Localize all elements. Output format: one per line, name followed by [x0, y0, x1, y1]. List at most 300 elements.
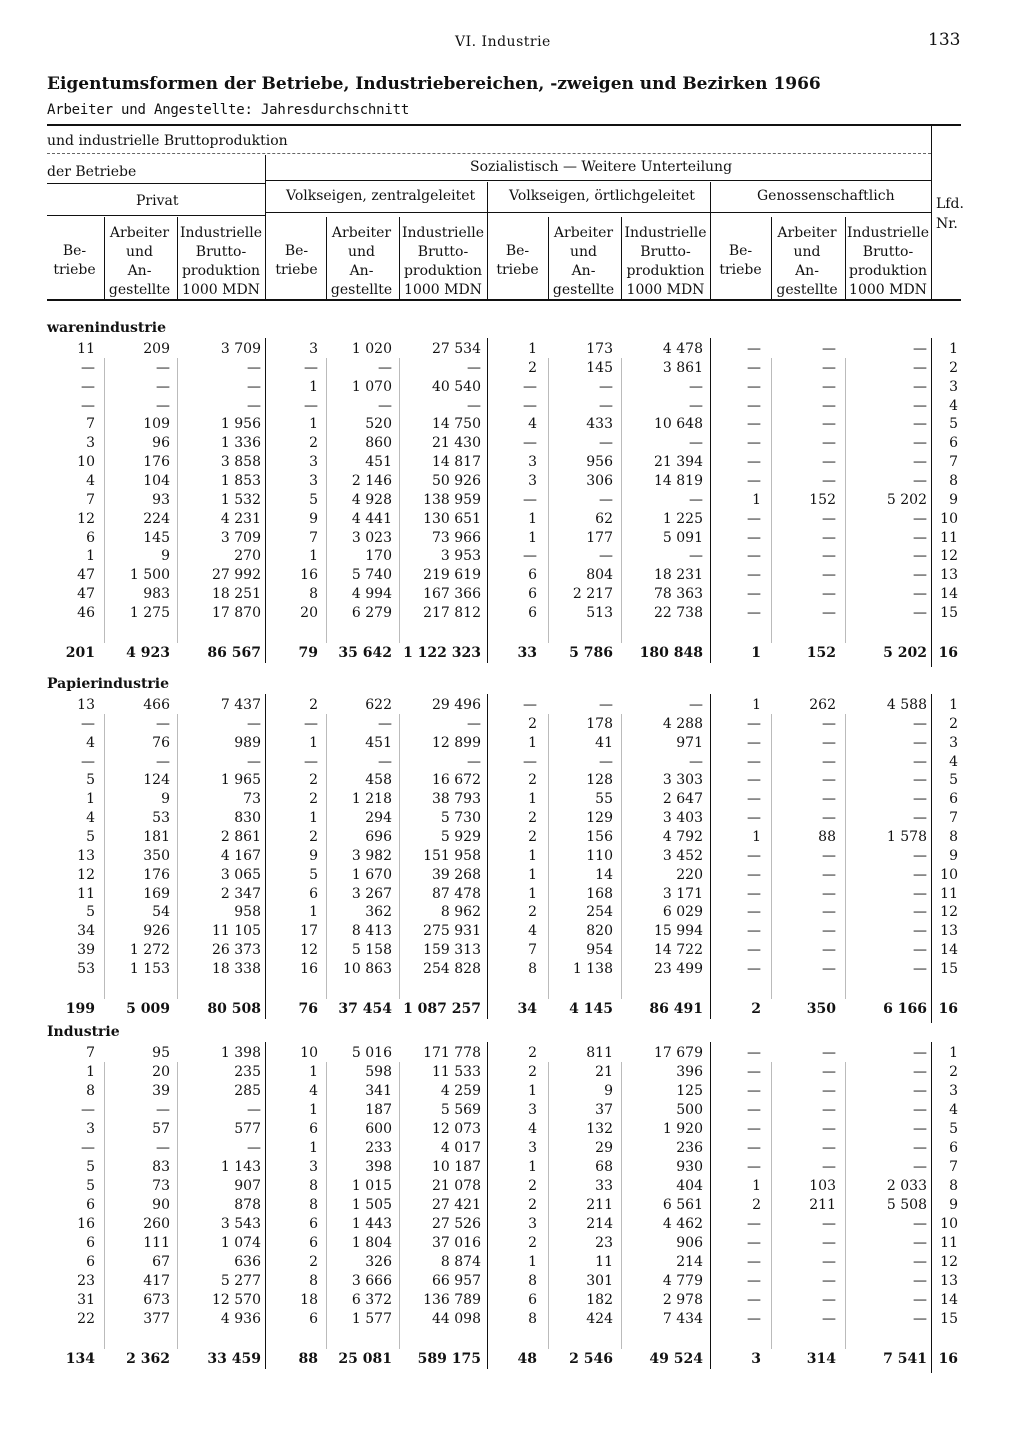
table-cell: 930	[676, 1159, 703, 1175]
table-cell: 4	[528, 1121, 537, 1137]
column-header-line: triebe	[719, 262, 762, 278]
column-header-line: Brutto-	[417, 244, 469, 260]
total-cell: 33	[517, 644, 537, 661]
row-number: 1	[949, 1045, 958, 1061]
table-cell: —	[913, 1045, 927, 1061]
total-cell: 350	[806, 1000, 836, 1017]
row-number: 14	[940, 942, 958, 959]
row-number: 13	[940, 567, 958, 584]
section-column-rule	[710, 1042, 711, 1369]
table-cell: —	[747, 715, 761, 732]
table-cell: —	[81, 715, 95, 732]
table-cell: —	[378, 753, 392, 770]
table-cell: 301	[586, 1273, 613, 1289]
section-light-rule	[621, 714, 622, 999]
total-cell: 80 508	[207, 1000, 261, 1017]
section-light-rule	[845, 714, 846, 999]
table-cell: —	[81, 359, 95, 376]
total-cell: 33 459	[207, 1351, 261, 1367]
table-cell: 12	[300, 942, 318, 959]
table-cell: —	[747, 529, 761, 546]
table-cell: —	[913, 772, 927, 789]
table-cell: —	[822, 454, 836, 471]
table-cell: 1	[528, 341, 537, 357]
table-cell: 3 065	[220, 866, 261, 883]
row-number: 16	[938, 1000, 958, 1017]
table-cell: 177	[586, 529, 613, 546]
table-cell: 50 926	[432, 472, 481, 489]
table-cell: —	[913, 341, 927, 357]
section-light-rule	[845, 358, 846, 643]
table-cell: 2	[309, 772, 318, 789]
section-light-rule	[548, 714, 549, 999]
header-lfd: Lfd.	[936, 196, 964, 212]
table-cell: 5 569	[440, 1102, 481, 1118]
table-cell: —	[247, 753, 261, 770]
section-light-rule	[548, 1062, 549, 1349]
column-header	[845, 224, 931, 300]
table-cell: —	[913, 1159, 927, 1175]
table-cell: 3 452	[662, 847, 703, 864]
table-cell: —	[467, 715, 481, 732]
row-number: 3	[949, 734, 958, 751]
table-cell: 989	[234, 734, 261, 751]
table-cell: 11 533	[432, 1064, 481, 1080]
column-header-line: und	[570, 244, 597, 260]
table-cell: 500	[676, 1102, 703, 1118]
table-cell: 12 570	[212, 1292, 261, 1308]
table-cell: —	[523, 378, 537, 395]
table-cell: 37	[595, 1102, 613, 1118]
column-header-line: Industrielle	[179, 225, 263, 241]
table-cell: 513	[586, 604, 613, 621]
section-column-rule	[710, 338, 711, 663]
table-cell: —	[822, 1064, 836, 1080]
table-cell: 26 373	[212, 942, 261, 959]
table-cell: —	[822, 359, 836, 376]
table-cell: 2	[309, 791, 318, 808]
table-subtitle: Arbeiter und Angestellte: Jahresdurchschnitt	[47, 102, 410, 118]
table-cell: 167 366	[423, 586, 481, 603]
table-cell: —	[822, 1235, 836, 1251]
row-number: 13	[940, 923, 958, 940]
table-cell: 11	[77, 885, 95, 902]
table-cell: 10 648	[654, 416, 703, 433]
row-number: 11	[940, 529, 958, 546]
table-cell: 1	[528, 1254, 537, 1270]
table-cell: —	[822, 810, 836, 827]
table-cell: 211	[586, 1197, 613, 1213]
table-cell: —	[747, 1159, 761, 1175]
table-cell: 1	[309, 416, 318, 433]
header-vo: Volkseigen, örtlichgeleitet	[509, 188, 695, 204]
table-cell: 95	[152, 1045, 170, 1061]
table-cell: 12	[77, 510, 95, 527]
table-cell: —	[747, 1064, 761, 1080]
table-cell: 1 804	[351, 1235, 392, 1251]
table-cell: 622	[365, 697, 392, 713]
column-header	[177, 224, 265, 300]
table-cell: 13	[77, 697, 95, 713]
table-cell: 6 279	[351, 604, 392, 621]
column-header-line: produktion	[403, 263, 483, 279]
table-cell: 7	[86, 1045, 95, 1061]
table-cell: 3	[309, 341, 318, 357]
table-cell: 3 543	[220, 1216, 261, 1232]
column-header	[548, 224, 619, 300]
table-cell: 341	[365, 1083, 392, 1099]
table-cell: 8	[309, 1273, 318, 1289]
section-column-rule	[265, 338, 266, 663]
table-cell: 14 819	[654, 472, 703, 489]
table-cell: —	[747, 791, 761, 808]
table-cell: 2	[528, 772, 537, 789]
table-cell: 44 098	[432, 1311, 481, 1327]
header-sozialistisch: Sozialistisch — Weitere Unterteilung	[470, 159, 733, 175]
table-cell: 27 526	[432, 1216, 481, 1232]
total-cell: 2 362	[126, 1351, 170, 1367]
table-cell: —	[913, 1311, 927, 1327]
table-cell: —	[913, 791, 927, 808]
table-cell: 14 722	[654, 942, 703, 959]
column-header-line: triebe	[53, 262, 96, 278]
header-rule-sub	[265, 212, 931, 213]
table-cell: 958	[234, 904, 261, 921]
table-cell: —	[747, 734, 761, 751]
table-cell: 830	[234, 810, 261, 827]
table-cell: 6 029	[662, 904, 703, 921]
table-cell: 2	[309, 697, 318, 713]
table-cell: —	[913, 942, 927, 959]
table-cell: 103	[809, 1178, 836, 1194]
total-cell: 4 923	[126, 644, 170, 661]
table-cell: 10 863	[343, 960, 392, 977]
table-cell: 4	[86, 810, 95, 827]
row-number: 8	[949, 1178, 958, 1194]
table-cell: —	[378, 715, 392, 732]
table-cell: —	[913, 866, 927, 883]
table-cell: 11	[77, 341, 95, 357]
table-cell: 362	[365, 904, 392, 921]
row-number: 4	[949, 397, 958, 414]
table-cell: 3 709	[220, 341, 261, 357]
table-cell: 171 778	[423, 1045, 481, 1061]
table-cell: —	[747, 435, 761, 452]
table-cell: 9	[161, 791, 170, 808]
row-number: 1	[949, 697, 958, 713]
column-header-line: Be-	[62, 243, 87, 259]
table-cell: 6	[86, 1254, 95, 1270]
total-cell: 5 009	[126, 1000, 170, 1017]
section-light-rule	[177, 1062, 178, 1349]
table-cell: —	[913, 1064, 927, 1080]
table-cell: —	[913, 753, 927, 770]
table-cell: —	[747, 1235, 761, 1251]
table-cell: —	[822, 1159, 836, 1175]
table-cell: —	[747, 510, 761, 527]
section-title: warenindustrie	[47, 320, 166, 336]
table-cell: —	[747, 753, 761, 770]
table-cell: 577	[234, 1121, 261, 1137]
table-cell: 5	[86, 1159, 95, 1175]
column-header-line: gestellte	[776, 282, 838, 298]
table-cell: 3	[309, 1159, 318, 1175]
table-cell: 2 347	[220, 885, 261, 902]
table-cell: —	[822, 1121, 836, 1137]
table-cell: —	[747, 810, 761, 827]
column-header-line: Be-	[728, 243, 753, 259]
section-light-rule	[399, 714, 400, 999]
table-cell: 6 561	[662, 1197, 703, 1213]
table-cell: 2	[528, 904, 537, 921]
total-cell: 134	[65, 1351, 95, 1367]
table-cell: —	[913, 734, 927, 751]
table-cell: 275 931	[423, 923, 481, 940]
table-cell: 2 647	[662, 791, 703, 808]
table-cell: 16 672	[432, 772, 481, 789]
total-cell: 6 166	[883, 1000, 927, 1017]
table-cell: 224	[143, 510, 170, 527]
table-cell: 21 430	[432, 435, 481, 452]
column-header-line: gestellte	[108, 282, 171, 298]
table-cell: —	[913, 1235, 927, 1251]
table-cell: —	[822, 923, 836, 940]
table-cell: 8 413	[351, 923, 392, 940]
table-cell: 1	[309, 548, 318, 565]
section-column-rule	[265, 1042, 266, 1369]
table-cell: 93	[152, 491, 170, 508]
table-cell: 4 167	[220, 847, 261, 864]
table-cell: —	[822, 904, 836, 921]
row-number: 15	[940, 604, 958, 621]
table-cell: —	[689, 548, 703, 565]
table-cell: —	[156, 378, 170, 395]
table-cell: 111	[143, 1235, 170, 1251]
section-lfd-rule	[931, 694, 932, 1023]
table-cell: 2	[528, 359, 537, 376]
table-cell: 14	[595, 866, 613, 883]
table-cell: —	[822, 397, 836, 414]
table-cell: 8 874	[440, 1254, 481, 1270]
section-lfd-rule	[931, 1042, 932, 1373]
table-cell: —	[822, 772, 836, 789]
table-cell: 159 313	[423, 942, 481, 959]
table-cell: —	[822, 510, 836, 527]
column-header	[399, 224, 487, 300]
table-cell: 673	[143, 1292, 170, 1308]
table-cell: —	[913, 1140, 927, 1156]
table-cell: 145	[586, 359, 613, 376]
table-cell: 4 462	[662, 1216, 703, 1232]
table-cell: 8	[528, 1311, 537, 1327]
table-cell: 1 074	[220, 1235, 261, 1251]
table-cell: 6	[528, 604, 537, 621]
table-cell: 20	[300, 604, 318, 621]
table-cell: —	[747, 1254, 761, 1270]
table-cell: 5	[86, 904, 95, 921]
table-cell: 22 738	[654, 604, 703, 621]
table-cell: —	[913, 529, 927, 546]
table-cell: —	[81, 378, 95, 395]
table-cell: 39	[77, 942, 95, 959]
row-number: 16	[938, 644, 958, 661]
column-header-line: 1000 MDN	[182, 282, 260, 298]
column-header-line: triebe	[496, 262, 539, 278]
table-cell: 3 171	[662, 885, 703, 902]
table-cell: —	[913, 847, 927, 864]
table-cell: 8 962	[440, 904, 481, 921]
total-cell: 86 491	[649, 1000, 703, 1017]
total-cell: 49 524	[649, 1351, 703, 1367]
table-cell: 4 017	[440, 1140, 481, 1156]
table-cell: 37 016	[432, 1235, 481, 1251]
section-title: Industrie	[47, 1024, 120, 1040]
table-cell: 3	[528, 1140, 537, 1156]
table-cell: 2	[528, 1178, 537, 1194]
table-cell: 6	[309, 1311, 318, 1327]
table-cell: 7	[309, 529, 318, 546]
table-cell: 18	[300, 1292, 318, 1308]
table-cell: 451	[365, 454, 392, 471]
table-cell: 404	[676, 1178, 703, 1194]
table-cell: —	[747, 772, 761, 789]
table-cell: 424	[586, 1311, 613, 1327]
table-cell: —	[913, 885, 927, 902]
table-cell: 3	[528, 472, 537, 489]
column-header	[269, 242, 324, 280]
row-number: 5	[949, 772, 958, 789]
table-cell: 926	[143, 923, 170, 940]
table-cell: 4	[309, 1083, 318, 1099]
total-cell: 180 848	[639, 644, 703, 661]
total-cell: 314	[806, 1351, 836, 1367]
table-cell: 4 478	[662, 341, 703, 357]
row-number: 11	[940, 1235, 958, 1251]
table-cell: 9	[161, 548, 170, 565]
table-cell: 4 936	[220, 1311, 261, 1327]
table-cell: —	[913, 1102, 927, 1118]
table-cell: —	[913, 715, 927, 732]
table-cell: —	[747, 1216, 761, 1232]
table-cell: 3	[528, 454, 537, 471]
table-cell: 5 277	[220, 1273, 261, 1289]
table-cell: 451	[365, 734, 392, 751]
table-cell: 285	[234, 1083, 261, 1099]
header-top-rule	[47, 124, 961, 126]
header-rule-left	[47, 183, 265, 184]
table-cell: 5 508	[886, 1197, 927, 1213]
table-cell: —	[523, 435, 537, 452]
table-cell: 13	[77, 847, 95, 864]
section-column-rule	[487, 338, 488, 663]
total-cell: 3	[751, 1351, 761, 1367]
table-cell: —	[156, 753, 170, 770]
column-header-line: und	[126, 244, 153, 260]
row-number: 6	[949, 435, 958, 452]
table-cell: —	[689, 753, 703, 770]
column-header-line: produktion	[626, 263, 705, 279]
table-cell: 260	[143, 1216, 170, 1232]
table-cell: 214	[676, 1254, 703, 1270]
table-cell: 3	[528, 1216, 537, 1232]
section-light-rule	[177, 714, 178, 999]
section-light-rule	[326, 714, 327, 999]
total-cell: 86 567	[207, 644, 261, 661]
table-cell: 236	[676, 1140, 703, 1156]
table-cell: 3 709	[220, 529, 261, 546]
table-cell: 11 105	[212, 923, 261, 940]
table-cell: —	[913, 435, 927, 452]
table-cell: —	[747, 1121, 761, 1137]
row-number: 11	[940, 885, 958, 902]
table-cell: 1 398	[220, 1045, 261, 1061]
table-cell: —	[822, 960, 836, 977]
table-cell: 466	[143, 697, 170, 713]
table-cell: 2	[309, 828, 318, 845]
row-number: 9	[949, 847, 958, 864]
column-header	[326, 224, 397, 300]
table-cell: 1	[752, 828, 761, 845]
table-cell: —	[822, 1292, 836, 1308]
table-cell: 22	[77, 1311, 95, 1327]
total-cell: 1 087 257	[403, 1000, 481, 1017]
table-cell: 17 870	[212, 604, 261, 621]
table-cell: —	[747, 1045, 761, 1061]
table-cell: 76	[152, 734, 170, 751]
section-light-rule	[399, 358, 400, 643]
section-light-rule	[771, 1062, 772, 1349]
row-number: 15	[940, 960, 958, 977]
table-cell: 4 588	[886, 697, 927, 713]
table-cell: —	[747, 866, 761, 883]
table-cell: —	[247, 378, 261, 395]
row-number: 14	[940, 1292, 958, 1308]
table-cell: —	[689, 697, 703, 713]
table-cell: —	[822, 341, 836, 357]
table-cell: 21 394	[654, 454, 703, 471]
column-header	[621, 224, 710, 300]
row-number: 10	[940, 1216, 958, 1232]
table-cell: 152	[809, 491, 836, 508]
table-cell: —	[913, 510, 927, 527]
table-cell: 73	[243, 791, 261, 808]
table-cell: 6	[309, 885, 318, 902]
table-cell: —	[822, 435, 836, 452]
table-cell: 1	[528, 1159, 537, 1175]
column-header-line: produktion	[848, 263, 928, 279]
table-cell: 73	[152, 1178, 170, 1194]
table-cell: —	[599, 491, 613, 508]
row-number: 7	[949, 454, 958, 471]
table-cell: 27 534	[432, 341, 481, 357]
table-cell: 1 138	[572, 960, 613, 977]
table-cell: 83	[152, 1159, 170, 1175]
table-cell: 350	[143, 847, 170, 864]
table-cell: —	[156, 715, 170, 732]
table-cell: 1	[752, 1178, 761, 1194]
table-cell: 8	[86, 1083, 95, 1099]
column-header-line: produktion	[181, 263, 261, 279]
row-number: 3	[949, 1083, 958, 1099]
table-cell: 254	[586, 904, 613, 921]
table-cell: 3 858	[220, 454, 261, 471]
table-cell: 1 015	[351, 1178, 392, 1194]
table-cell: 5 016	[351, 1045, 392, 1061]
table-cell: 1	[86, 791, 95, 808]
table-cell: 1	[528, 734, 537, 751]
table-cell: 1 070	[351, 378, 392, 395]
table-cell: —	[747, 885, 761, 902]
